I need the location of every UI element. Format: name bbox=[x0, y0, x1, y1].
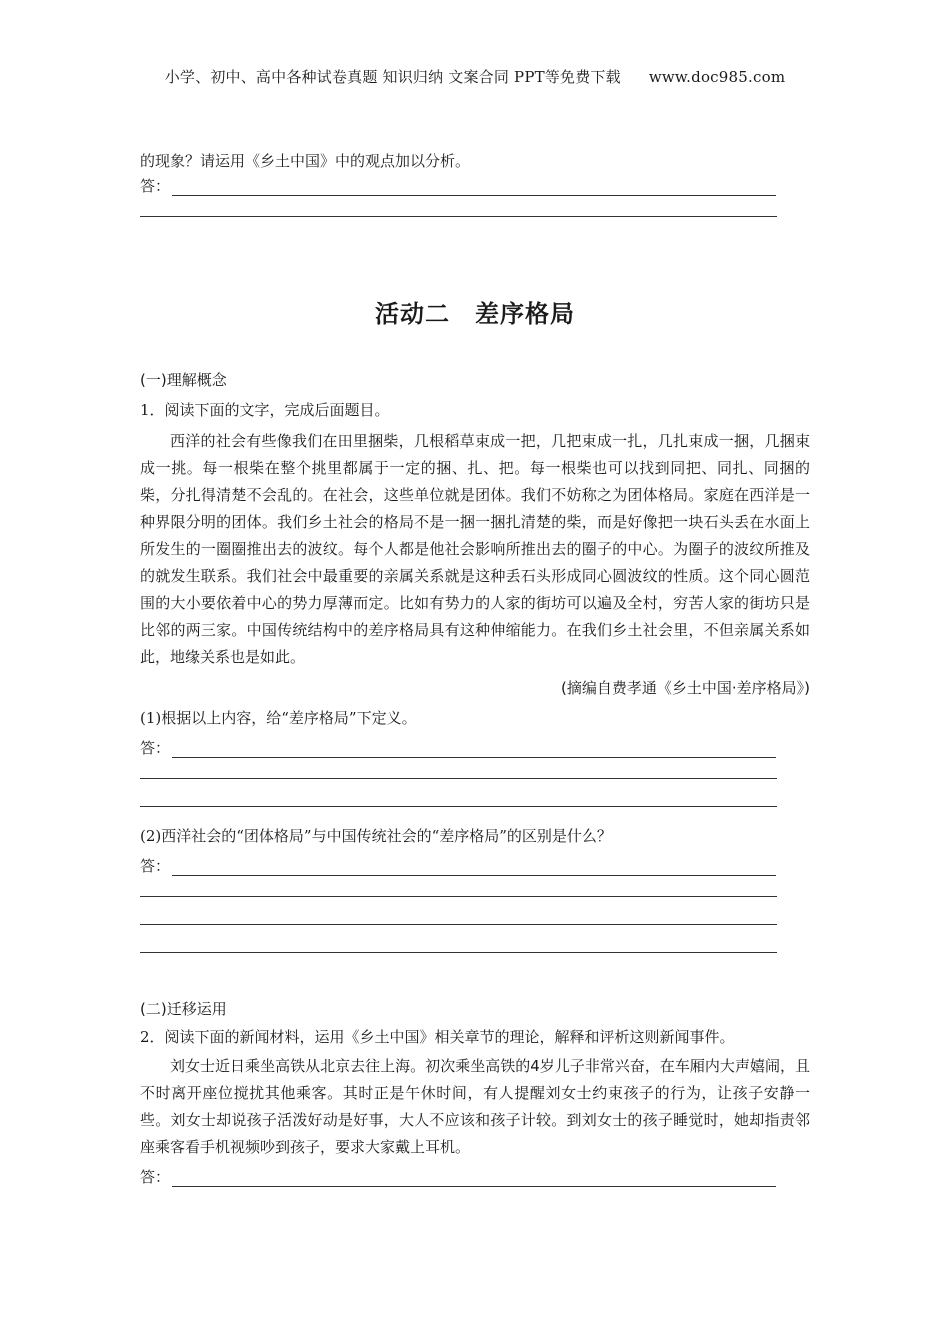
q1-sub2: (2)西洋社会的“团体格局”与中国传统社会的“差序格局”的区别是什么？ bbox=[140, 827, 612, 845]
q1-sub2-answer-line bbox=[140, 852, 810, 876]
answer-label: 答： bbox=[140, 857, 171, 875]
prev-answer-line bbox=[140, 172, 810, 196]
q1-source: (摘编自费孝通《乡土中国·差序格局》) bbox=[561, 679, 810, 697]
header-text: 小学、初中、高中各种试卷真题 知识归纳 文案合同 PPT等免费下载 bbox=[164, 68, 621, 86]
q1-sub2-blank-1 bbox=[140, 876, 810, 904]
q2-intro: 2．阅读下面的新闻材料，运用《乡土中国》相关章节的理论，解释和评析这则新闻事件。 bbox=[140, 1028, 735, 1046]
prev-question-tail: 的现象？请运用《乡土中国》中的观点加以分析。 bbox=[140, 152, 471, 170]
q1-sub1-blank-2 bbox=[140, 786, 810, 814]
q1-sub1-answer-line bbox=[140, 734, 810, 758]
answer-rule bbox=[172, 743, 776, 758]
q1-sub1: (1)根据以上内容，给“差序格局”下定义。 bbox=[140, 709, 417, 727]
page-content bbox=[140, 150, 810, 1187]
answer-rule bbox=[172, 861, 776, 876]
answer-label: 答： bbox=[140, 1168, 171, 1186]
q2-passage: 刘女士近日乘坐高铁从北京去往上海。初次乘坐高铁的4岁儿子非常兴奋，在车厢内大声嬉闹，且不时离开座位搅扰其他乘客。其时正是午休时间，有人提醒刘女士约束孩子的行为，让孩子安静一些。刘女士却说孩子活泼好动是好事，大人不应该和孩子计较。到刘女士的孩子睡觉时，她却指责邻座乘客看手机视频吵到孩子，要求大家戴上耳机。 bbox=[140, 1057, 810, 1156]
answer-rule bbox=[172, 1172, 776, 1187]
page-header bbox=[0, 66, 950, 87]
q1-sub2-blank-2 bbox=[140, 904, 810, 932]
header-site: www.doc985.com bbox=[648, 68, 786, 86]
section2-heading: (二)迁移运用 bbox=[140, 1000, 227, 1018]
activity-title: 活动二 差序格局 bbox=[375, 300, 575, 328]
answer-rule bbox=[172, 181, 776, 196]
section1-heading: (一)理解概念 bbox=[140, 371, 227, 389]
q2-answer-line bbox=[140, 1163, 810, 1187]
answer-label: 答： bbox=[140, 739, 171, 757]
q1-sub1-blank-1 bbox=[140, 758, 810, 786]
q1-sub2-blank-3 bbox=[140, 932, 810, 960]
prev-blank-line bbox=[140, 196, 810, 224]
answer-label: 答： bbox=[140, 177, 171, 195]
q1-passage: 西洋的社会有些像我们在田里捆柴，几根稻草束成一把，几把束成一扎，几扎束成一捆，几捆束成一挑。每一根柴在整个挑里都属于一定的捆、扎、把。每一根柴也可以找到同把、同扎、同捆的柴，分扎得清楚不会乱的。在社会，这些单位就是团体。我们不妨称之为团体格局。家庭在西洋是一种界限分明的团体。我们乡土社会的格局不是一捆一捆扎清楚的柴，而是好像把一块石头丢在水面上所发生的一圈圈推出去的波纹。每个人都是他社会影响所推出去的圈子的中心。为圈子的波纹所推及的就发生联系。我们社会中最重要的亲属关系就是这种丢石头形成同心圆波纹的性质。这个同心圆范围的大小要依着中心的势力厚薄而定。比如有势力的人家的街坊可以遍及全村，穷苦人家的街坊只是比邻的两三家。中国传统结构中的差序格局具有这种伸缩能力。在我们乡土社会里，不但亲属关系如此，地缘关系也是如此。 bbox=[140, 432, 810, 666]
q1-intro: 1．阅读下面的文字，完成后面题目。 bbox=[140, 401, 390, 419]
